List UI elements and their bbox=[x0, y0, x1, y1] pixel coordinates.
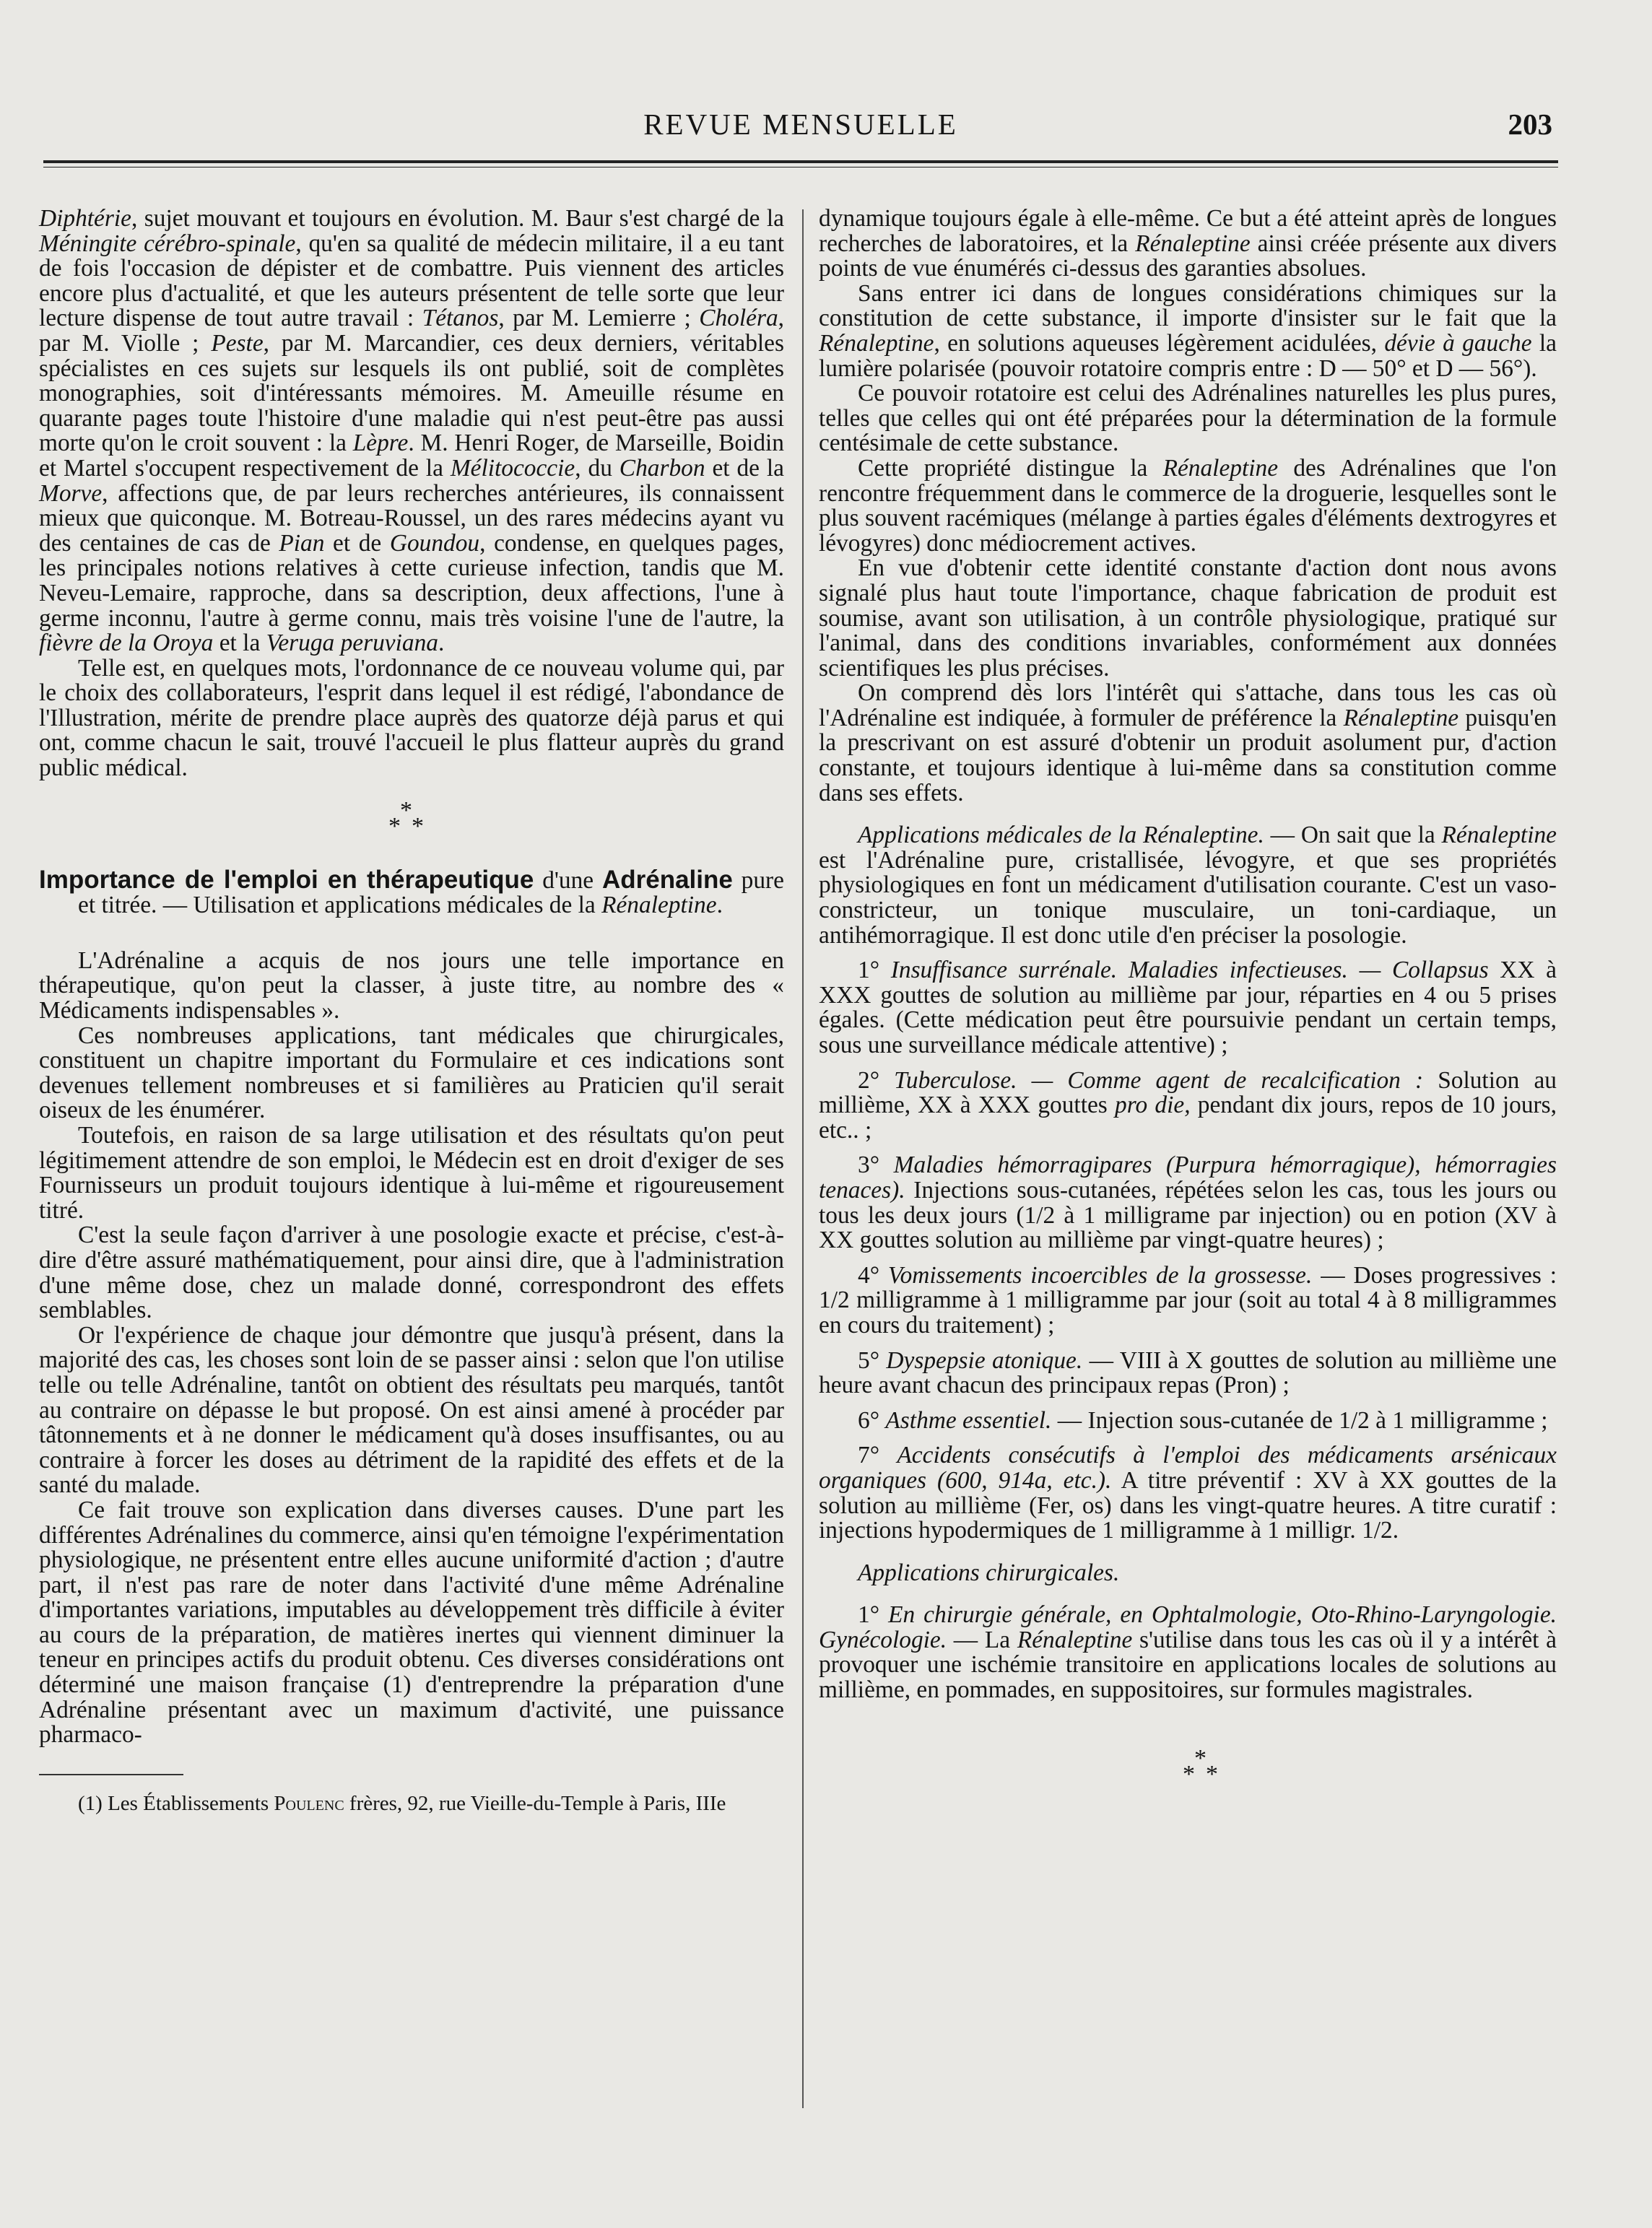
right-column bbox=[819, 206, 1557, 1804]
paragraph: L'Adrénaline a acquis de nos jours une telle importance en thérapeutique, qu'on peut la classer, à juste titre, au nombre des « Médicaments indispensables ». bbox=[39, 947, 784, 1024]
left-column bbox=[39, 206, 784, 1817]
paragraph: Or l'expérience de chaque jour démontre que jusqu'à présent, dans la majorité des cas, les choses sont loin de se passer ainsi : selon que l'on utilise telle ou telle Adrénaline, tantôt on obtient des résultats peu marqués, tantôt au contraire on dépasse le but proposé. On est ainsi amené à procéder par tâtonnements et à ne donner le médicament qu'à doses insuffisantes, ou au contraire à forcer les doses au détriment de la rapidité des effets et de la santé du malade. bbox=[39, 1321, 784, 1499]
journal-title: REVUE MENSUELLE bbox=[643, 108, 958, 141]
list-item: 1° Insuffisance surrénale. Maladies infectieuses. — Collapsus XX à XXX gouttes de solution au millième par jour, réparties en 4 ou 5 prises égales. (Cette médication peut être poursuivie pendant un certain temps, sous une surveillance médicale attentive) ; bbox=[819, 957, 1557, 1058]
paragraph: Telle est, en quelques mots, l'ordonnance de ce nouveau volume qui, par le choix des collaborateurs, l'esprit dans lequel il est rédigé, l'abondance de l'Illustration, mérite de prendre place auprès des quatorze déjà parus et qui ont, comme chacun le sait, trouvé l'accueil le plus flatteur auprès du grand public médical. bbox=[39, 654, 784, 782]
paragraph: Applications médicales de la Rénaleptine. — On sait que la Rénaleptine est l'Adrénaline pure, cristallisée, lévogyre, et que ses propriétés physiologiques en font un médicament d'utilisation courante. C'est un vaso-constricteur, un tonique musculaire, un toni-cardiaque, un antihémorragique. Il est donc utile d'en préciser la posologie. bbox=[819, 822, 1557, 949]
page-number: 203 bbox=[1508, 108, 1552, 141]
list-item: 1° En chirurgie générale, en Ophtalmologie, Oto-Rhino-Laryngologie. Gynécologie. — La Rénaleptine s'utilise dans tous les cas où il y a intérêt à provoquer une ischémie transitoire en applications locales de solutions au millième, en pommades, en suppositoires, sur formules magistrales. bbox=[819, 1601, 1557, 1704]
paragraph: En vue d'obtenir cette identité constante d'action dont nous avons signalé plus haut toute l'importance, chaque fabrication de produit est soumise, avant son utilisation, à un contrôle physiologique, pratiqué sur l'animal, dans des conditions invariables, conformément aux données scientifiques les plus précises. bbox=[819, 554, 1557, 682]
list-item: 5° Dyspepsie atonique. — VIII à X gouttes de solution au millième une heure avant chacun des principaux repas (Pron) ; bbox=[819, 1346, 1557, 1399]
paragraph: Ce pouvoir rotatoire est celui des Adrénalines naturelles les plus pures, telles que celles qui ont été préparées pour la détermination de la formule centésimale de cette substance. bbox=[819, 380, 1557, 457]
paragraph: Ce fait trouve son explication dans diverses causes. D'une part les différentes Adrénalines du commerce, ainsi qu'en témoigne l'expérimentation physiologique, ne présentent entre elles aucune uniformité d'action ; d'autre part, il n'est pas rare de noter dans l'activité d'une même Adrénaline d'importantes variations, imputables au développement très difficile à éviter au cours de la préparation, de matières inertes qui viennent diminuer la teneur en principes actifs du produit obtenu. Ces diverses considérations ont déterminé une maison française (1) d'entreprendre la préparation d'une Adrénaline présentant avec un maximum d'activité, une puissance pharmaco- bbox=[39, 1496, 784, 1749]
section-heading: Importance de l'emploi en thérapeutique d'une Adrénaline pure et titrée. — Utilisation et applications médicales de la Rénaleptine. bbox=[39, 865, 784, 919]
list-item: 2° Tuberculose. — Comme agent de recalcification : Solution au millième, XX à XXX gouttes pro die, pendant dix jours, repos de 10 jours, etc.. ; bbox=[819, 1066, 1557, 1144]
paragraph: C'est la seule façon d'arriver à une posologie exacte et précise, c'est-à-dire d'être assuré mathématiquement, pour ainsi dire, que à l'administration d'une même dose, chez un malade donné, correspondront des effets semblables. bbox=[39, 1222, 784, 1324]
list-item: 6° Asthme essentiel. — Injection sous-cutanée de 1/2 à 1 milligramme ; bbox=[858, 1406, 1548, 1434]
subsection-heading: Applications chirurgicales. bbox=[858, 1559, 1120, 1586]
running-header bbox=[43, 107, 1558, 150]
list-item: 7° Accidents consécutifs à l'emploi des médicaments arsénicaux organiques (600, 914a, etc.). A titre préventif : XV à XX gouttes de la solution au millième (Fer, os) dans les vingt-quatre heures. A titre curatif : injections hypodermiques de 1 milligramme à 1 milligr. 1/2. bbox=[819, 1442, 1557, 1544]
paragraph: Sans entrer ici dans de longues considérations chimiques sur la constitution de cette substance, il importe d'insister sur le fait que la Rénaleptine, en solutions aqueuses légèrement acidulées, dévie à gauche la lumière polarisée (pouvoir rotatoire compris entre : D — 50° et D — 56°). bbox=[819, 279, 1557, 382]
paragraph: Cette propriété distingue la Rénaleptine des Adrénalines que l'on rencontre fréquemment dans le commerce de la droguerie, lesquelles sont le plus souvent racémiques (mélange à parties égales d'éléments dextrogyres et lévogyres) donc médiocrement actives. bbox=[819, 454, 1557, 557]
footnote: (1) Les Établissements Poulenc frères, 92, rue Vieille-du-Temple à Paris, IIIe bbox=[78, 1791, 726, 1815]
list-item: 4° Vomissements incoercibles de la grossesse. — Doses progressives : 1/2 milligramme à 1 milligramme par jour (soit au total 4 à 8 milligrammes en cours du traitement) ; bbox=[819, 1261, 1557, 1339]
paragraph: On comprend dès lors l'intérêt qui s'attache, dans tous les cas où l'Adrénaline est indiquée, à formuler de préférence la Rénaleptine puisqu'en la prescrivant on est assuré d'obtenir un produit asolument pur, d'action constante, et toujours identique à lui-même dans sa constitution comme dans ses effets. bbox=[819, 679, 1557, 806]
footnote-rule bbox=[39, 1774, 183, 1775]
paragraph: Toutefois, en raison de sa large utilisation et des résultats qu'on peut légitimement attendre de son emploi, le Médecin est en droit d'exiger de ses Fournisseurs un produit toujours identique à lui-même et rigoureusement titré. bbox=[39, 1122, 784, 1224]
header-rule-thick bbox=[43, 160, 1558, 163]
column-separator bbox=[802, 209, 804, 2108]
paragraph: Ces nombreuses applications, tant médicales que chirurgicales, constituent un chapitre important du Formulaire et ces indications sont devenues tellement nombreuses et si familières au Praticien qu'il serait oiseux de les énumérer. bbox=[39, 1022, 784, 1124]
section-separator-asterism: * * * bbox=[388, 796, 424, 840]
list-item: 3° Maladies hémorragipares (Purpura hémorragique), hémorragies tenaces). Injections sous-cutanées, répétées selon les cas, tous les jours ou tous les deux jours (1/2 à 1 milligrame par injection) ou en potion (XV à XX gouttes solution au millième par vingt-quatre heures) ; bbox=[819, 1152, 1557, 1254]
paragraph: Diphtérie, sujet mouvant et toujours en évolution. M. Baur s'est chargé de la Méningite cérébro-spinale, qu'en sa qualité de médecin militaire, il a eu tant de fois l'occasion de dépister et de combattre. Puis viennent des articles encore plus d'actualité, et que les auteurs présentent de telle sorte que leur lecture dispense de tout autre travail : Tétanos, par M. Lemierre ; Choléra, par M. Violle ; Peste, par M. Marcandier, ces deux derniers, véritables spécialistes en ces sujets sur lesquels ils ont publié, soit de complètes monographies, soit d'intéressants mémoires. M. Ameuille résume en quarante pages toute l'histoire d'une maladie qui n'est peut-être pas aussi morte qu'on le croit souvent : la Lèpre. M. Henri Roger, de Marseille, Boidin et Martel s'occupent respectivement de la Mélitococcie, du Charbon et de la Morve, affections que, de par leurs recherches antérieures, ils connaissent mieux que quiconque. M. Botreau-Roussel, un des rares médecins ayant vu des centaines de cas de Pian et de Goundou, condense, en quelques pages, les principales notions relatives à cette curieuse infection, tandis que M. Neveu-Lemaire, rapproche, dans sa description, deux affections, l'une à germe inconnu, l'autre à germe connu, mais très voisine l'une de l'autre, la fièvre de la Oroya et la Veruga peruviana. bbox=[39, 205, 785, 657]
section-separator-asterism: * * * bbox=[1183, 1744, 1218, 1788]
paragraph: dynamique toujours égale à elle-même. Ce but a été atteint après de longues recherches de laboratoires, et la Rénaleptine ainsi créée présente aux divers points de vue énumérés ci-dessus des garanties absolues. bbox=[819, 205, 1557, 282]
